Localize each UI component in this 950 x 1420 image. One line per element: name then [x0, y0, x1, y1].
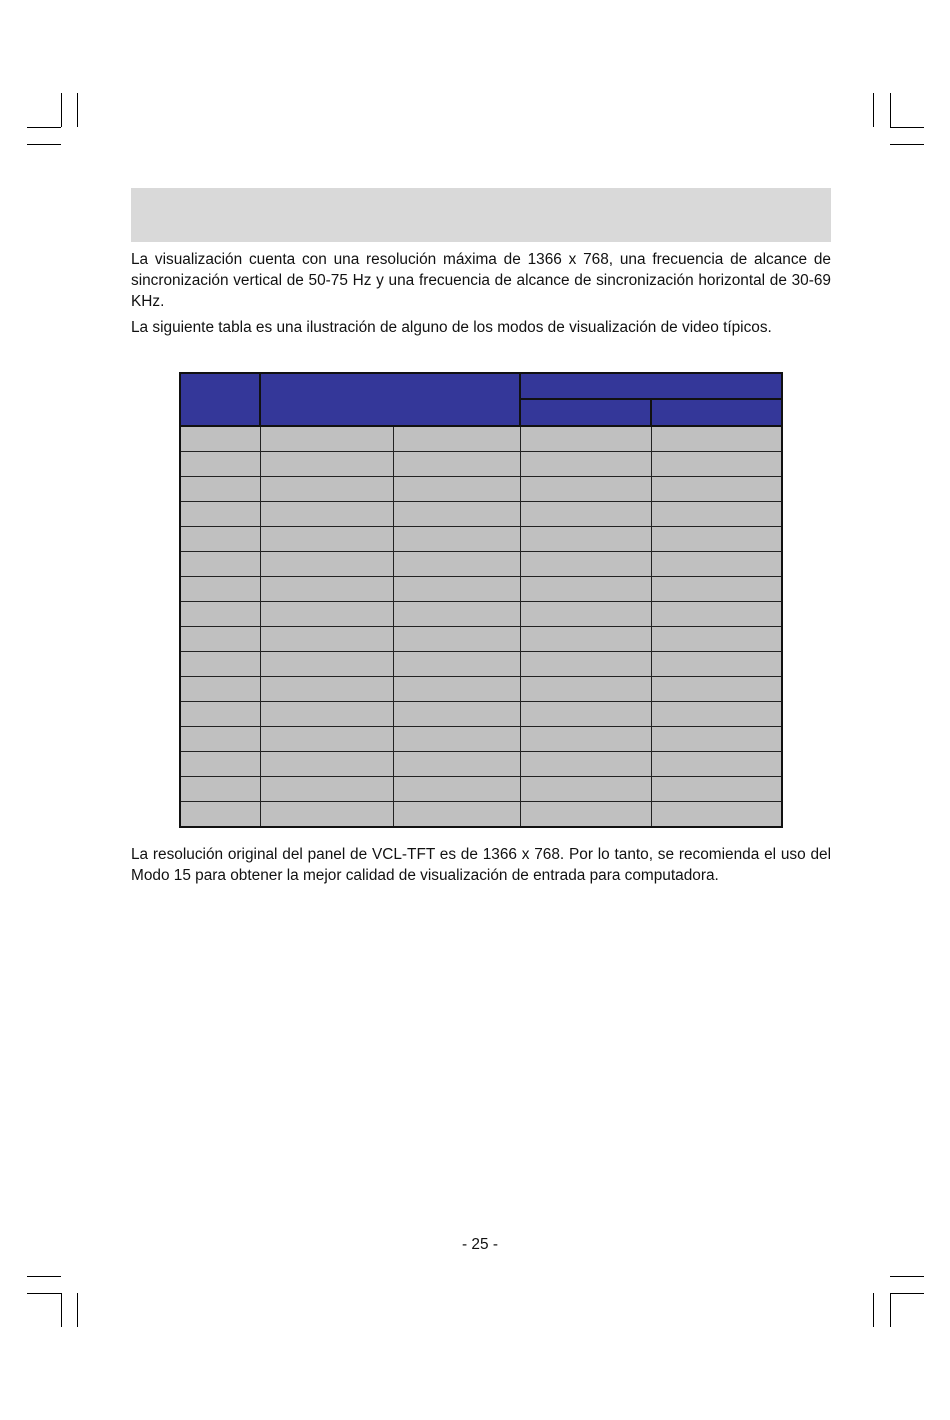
- table-cell: [260, 627, 393, 652]
- table-cell: [520, 752, 651, 777]
- page-number: - 25 -: [462, 1236, 498, 1253]
- table-cell: [393, 527, 520, 552]
- crop-mark: [27, 1276, 61, 1277]
- table-cell: [520, 727, 651, 752]
- table-cell: [180, 802, 260, 828]
- table-cell: [393, 802, 520, 828]
- table-row: [180, 702, 782, 727]
- table-cell: [520, 477, 651, 502]
- section-header-band: [131, 188, 831, 242]
- table-row: [180, 677, 782, 702]
- table-cell: [260, 652, 393, 677]
- table-cell: [180, 777, 260, 802]
- crop-mark: [27, 127, 61, 128]
- intro-paragraph: La visualización cuenta con una resolución máxima de 1366 x 768, una frecuencia de alcance de sincronización vertical de 50-75 Hz y una frecuencia de alcance de sincronización horizontal de 30-69 KHz.: [131, 251, 831, 310]
- table-cell: [393, 777, 520, 802]
- table-row: [180, 577, 782, 602]
- crop-mark: [77, 1293, 78, 1327]
- table-cell: [260, 802, 393, 828]
- table-cell: [260, 552, 393, 577]
- table-cell: [651, 702, 782, 727]
- table-header-cell: [180, 373, 260, 426]
- table-cell: [651, 727, 782, 752]
- table-cell: [651, 552, 782, 577]
- table-cell: [651, 577, 782, 602]
- table-row: [180, 802, 782, 828]
- table-cell: [520, 577, 651, 602]
- crop-mark: [873, 93, 874, 127]
- table-cell: [260, 577, 393, 602]
- table-cell: [180, 677, 260, 702]
- table-cell: [520, 552, 651, 577]
- table-cell: [260, 752, 393, 777]
- table-cell: [260, 777, 393, 802]
- table-row: [180, 502, 782, 527]
- table-cell: [180, 752, 260, 777]
- table-cell: [520, 702, 651, 727]
- table-cell: [260, 426, 393, 452]
- table-cell: [260, 727, 393, 752]
- table-cell: [260, 677, 393, 702]
- table-row: [180, 652, 782, 677]
- table-cell: [393, 677, 520, 702]
- table-cell: [260, 477, 393, 502]
- table-cell: [260, 527, 393, 552]
- crop-mark: [27, 144, 61, 145]
- table-cell: [180, 452, 260, 477]
- table-cell: [393, 727, 520, 752]
- crop-mark: [890, 1293, 924, 1294]
- table-cell: [393, 477, 520, 502]
- table-cell: [393, 552, 520, 577]
- table-row: [180, 426, 782, 452]
- table-cell: [180, 577, 260, 602]
- crop-mark: [27, 1293, 61, 1294]
- table-cell: [520, 627, 651, 652]
- table-row: [180, 602, 782, 627]
- table-cell: [651, 452, 782, 477]
- crop-mark: [61, 1293, 62, 1327]
- crop-mark: [61, 93, 62, 127]
- table-cell: [180, 502, 260, 527]
- crop-mark: [873, 1293, 874, 1327]
- table-cell: [393, 627, 520, 652]
- table-cell: [651, 426, 782, 452]
- table-row: [180, 552, 782, 577]
- table-cell: [651, 602, 782, 627]
- table-cell: [651, 777, 782, 802]
- crop-mark: [77, 93, 78, 127]
- table-cell: [180, 627, 260, 652]
- table-cell: [260, 502, 393, 527]
- crop-mark: [890, 1276, 924, 1277]
- table-cell: [393, 502, 520, 527]
- table-cell: [520, 802, 651, 828]
- table-cell: [180, 527, 260, 552]
- crop-mark: [890, 1293, 891, 1327]
- table-header-cell: [651, 399, 782, 426]
- table-cell: [260, 452, 393, 477]
- table-cell: [520, 677, 651, 702]
- table-cell: [651, 752, 782, 777]
- table-cell: [180, 426, 260, 452]
- table-cell: [260, 702, 393, 727]
- table-row: [180, 727, 782, 752]
- table-row: [180, 627, 782, 652]
- table-cell: [520, 452, 651, 477]
- table-cell: [651, 802, 782, 828]
- crop-mark: [890, 93, 891, 127]
- table-cell: [180, 477, 260, 502]
- table-cell: [393, 602, 520, 627]
- recommendation-paragraph: La resolución original del panel de VCL-TFT es de 1366 x 768. Por lo tanto, se recomienda el uso del Modo 15 para obtener la mejor calidad de visualización de entrada para computadora.: [131, 846, 831, 884]
- table-body: [180, 426, 782, 827]
- table-cell: [393, 426, 520, 452]
- table-cell: [260, 602, 393, 627]
- table-row: [180, 477, 782, 502]
- table-header-cell: [260, 373, 520, 426]
- crop-mark: [890, 127, 924, 128]
- video-modes-table: [179, 372, 783, 828]
- table-header-cell: [520, 399, 651, 426]
- table-cell: [180, 652, 260, 677]
- table-intro-paragraph: La siguiente tabla es una ilustración de alguno de los modos de visualización de video típicos.: [131, 319, 772, 336]
- table-cell: [180, 602, 260, 627]
- table-header-cell: [520, 373, 782, 399]
- table-cell: [651, 627, 782, 652]
- table-cell: [520, 602, 651, 627]
- table-cell: [651, 677, 782, 702]
- table-cell: [393, 577, 520, 602]
- table-cell: [393, 752, 520, 777]
- table-row: [180, 452, 782, 477]
- table-cell: [651, 652, 782, 677]
- table-cell: [180, 552, 260, 577]
- table-cell: [520, 652, 651, 677]
- table-cell: [393, 702, 520, 727]
- table-cell: [180, 702, 260, 727]
- crop-mark: [890, 144, 924, 145]
- table-cell: [180, 727, 260, 752]
- table-row: [180, 752, 782, 777]
- table-cell: [520, 426, 651, 452]
- table-cell: [520, 777, 651, 802]
- table-cell: [651, 527, 782, 552]
- table-cell: [520, 502, 651, 527]
- table-row: [180, 527, 782, 552]
- table-cell: [651, 502, 782, 527]
- table-cell: [393, 452, 520, 477]
- table-cell: [393, 652, 520, 677]
- table-row: [180, 777, 782, 802]
- table-cell: [651, 477, 782, 502]
- table-cell: [520, 527, 651, 552]
